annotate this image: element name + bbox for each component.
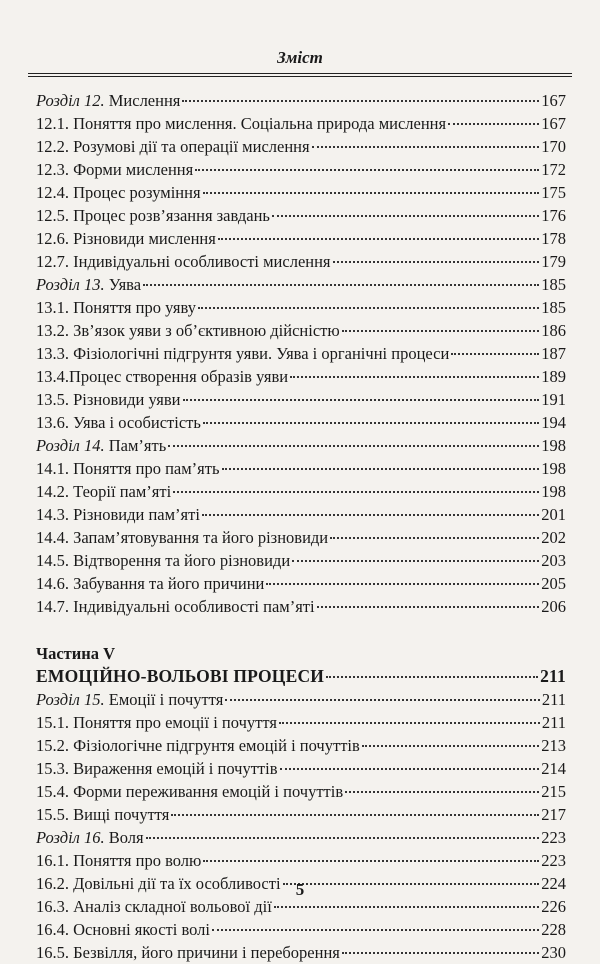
toc-entry-text: Безвілля, його причини і переборення	[69, 943, 340, 962]
part-label: Частина V	[36, 644, 116, 663]
toc-page-number: 185	[541, 298, 566, 317]
toc-section-row[interactable]	[36, 826, 566, 849]
leader-dots	[451, 353, 539, 355]
toc-entry-title	[36, 803, 169, 826]
part-page: 211	[540, 666, 566, 686]
toc-entry-number: 14.5.	[36, 551, 69, 570]
leader-dots	[203, 860, 539, 862]
toc-entry-number: Розділ 13.	[36, 275, 105, 294]
toc-section-row[interactable]	[36, 434, 566, 457]
toc-page-number: 205	[541, 574, 566, 593]
toc-entry-title	[36, 526, 328, 549]
toc-entry-number: 12.1.	[36, 114, 69, 133]
toc-item-row[interactable]	[36, 803, 566, 826]
toc-entry-number: 12.7.	[36, 252, 69, 271]
leader-dots	[280, 768, 540, 770]
toc-item-row[interactable]	[36, 757, 566, 780]
toc-entry-number: 12.6.	[36, 229, 69, 248]
toc-item-row[interactable]	[36, 296, 566, 319]
toc-entry-text: Форми мислення	[69, 160, 194, 179]
toc-entry-number: 12.5.	[36, 206, 69, 225]
toc-page-number: 175	[541, 183, 566, 202]
toc-item-row[interactable]	[36, 365, 566, 388]
toc-item-row[interactable]	[36, 319, 566, 342]
leader-dots	[222, 468, 540, 470]
toc-entry-title	[36, 89, 180, 112]
running-header: Зміст	[277, 48, 323, 67]
toc-page-number: 206	[541, 597, 566, 616]
toc-item-row[interactable]	[36, 158, 566, 181]
toc-entry-text: Поняття про уяву	[69, 298, 196, 317]
toc-page-number: 211	[541, 713, 566, 732]
toc-entry-number: 15.5.	[36, 805, 69, 824]
toc-page-number: 191	[541, 390, 566, 409]
toc-entry-text: Довільні дії та їх особливості	[69, 874, 281, 893]
leader-dots	[183, 399, 540, 401]
toc-entry-title	[36, 941, 340, 964]
toc-item-row[interactable]	[36, 941, 566, 964]
toc-entry-text: Фізіологічні підгрунтя уяви. Уява і органічні процеси	[69, 344, 450, 363]
toc-entry-text: Забування та його причини	[69, 574, 265, 593]
toc-entry-text: Індивідуальні особливості мислення	[69, 252, 331, 271]
leader-dots	[312, 146, 540, 148]
toc-entry-text: Індивідуальні особливості пам’яті	[69, 597, 315, 616]
toc-entry-text: Пам’ять	[104, 436, 167, 455]
toc-item-row[interactable]	[36, 181, 566, 204]
toc-entry-number: 15.2.	[36, 736, 69, 755]
page-number: 5	[295, 880, 305, 899]
toc-entry-text: Основні якості волі	[69, 920, 210, 939]
part-title: ЕМОЦІЙНО-ВОЛЬОВІ ПРОЦЕСИ	[36, 666, 325, 686]
toc-page-number: 194	[541, 413, 566, 432]
toc-page-number: 226	[541, 897, 566, 916]
toc-page-number: 170	[541, 137, 566, 156]
toc-page-number: 213	[541, 736, 566, 755]
toc-page-number: 211	[541, 690, 566, 709]
toc-entry-text: Емоції і почуття	[104, 690, 224, 709]
toc-entry-title	[36, 112, 446, 135]
toc-page-number: 228	[541, 920, 566, 939]
toc-item-row[interactable]	[36, 734, 566, 757]
header-rule	[28, 73, 572, 77]
leader-dots	[146, 837, 540, 839]
toc-page-number: 167	[541, 114, 566, 133]
toc-entry-text: Відтворення та його різновиди	[69, 551, 291, 570]
toc-entry-number: 15.1.	[36, 713, 69, 732]
toc-entry-title	[36, 365, 288, 388]
toc-page-number: 217	[541, 805, 566, 824]
toc-item-row[interactable]	[36, 342, 566, 365]
toc-entry-title	[36, 411, 201, 434]
toc-entry-number: 14.2.	[36, 482, 69, 501]
toc-entry-title	[36, 688, 223, 711]
toc-section-row[interactable]	[36, 273, 566, 296]
toc-entry-title	[36, 135, 310, 158]
toc-entry-number: 12.3.	[36, 160, 69, 179]
toc-entry-title	[36, 595, 315, 618]
toc-entry-title	[36, 296, 196, 319]
toc-page-number: 224	[541, 874, 566, 893]
toc-page-number: 176	[541, 206, 566, 225]
toc-entry-number: Розділ 15.	[36, 690, 105, 709]
toc-entry-title	[36, 273, 141, 296]
toc-entry-number: 16.3.	[36, 897, 69, 916]
toc-item-row[interactable]	[36, 457, 566, 480]
toc-entry-text: Воля	[104, 828, 144, 847]
toc-page-number: 172	[541, 160, 566, 179]
leader-dots	[272, 215, 539, 217]
toc-item-row[interactable]	[36, 503, 566, 526]
toc-page-number: 223	[541, 828, 566, 847]
toc-entry-text: Мислення	[104, 91, 181, 110]
toc-entry-number: 16.5.	[36, 943, 69, 962]
toc-entry-number: 13.3.	[36, 344, 69, 363]
toc-entry-number: 15.3.	[36, 759, 69, 778]
leader-dots	[279, 722, 540, 724]
toc-entry-number: 13.1.	[36, 298, 69, 317]
leader-dots	[218, 238, 539, 240]
leader-dots	[330, 537, 539, 539]
toc-item-row[interactable]	[36, 711, 566, 734]
toc-entry-text: Фізіологічне підгрунтя емоцій і почуттів	[69, 736, 360, 755]
toc-entry-text: Різновиди мислення	[69, 229, 216, 248]
toc-entry-text: Теорії пам’яті	[69, 482, 172, 501]
leader-dots	[333, 261, 540, 263]
leader-dots	[326, 676, 538, 678]
part-title-row[interactable]	[36, 665, 566, 688]
toc-item-row[interactable]	[36, 480, 566, 503]
toc-entry-title	[36, 227, 216, 250]
toc-item-row[interactable]	[36, 112, 566, 135]
leader-dots	[317, 606, 540, 608]
toc-entry-text: Форми переживання емоцій і почуттів	[69, 782, 344, 801]
toc-entry-number: 16.4.	[36, 920, 69, 939]
toc-entry-title	[36, 918, 210, 941]
part-gap	[36, 618, 566, 642]
leader-dots	[198, 307, 539, 309]
toc-entry-text: Поняття про пам’ять	[69, 459, 220, 478]
toc-entry-title	[36, 181, 201, 204]
toc-page-number: 189	[541, 367, 566, 386]
leader-dots	[266, 583, 539, 585]
toc-entry-title	[36, 780, 343, 803]
leader-dots	[290, 376, 539, 378]
toc-page-number: 230	[541, 943, 566, 962]
toc-page-number: 215	[541, 782, 566, 801]
leader-dots	[195, 169, 539, 171]
leader-dots	[203, 192, 540, 194]
leader-dots	[203, 422, 539, 424]
toc-entry-title	[36, 734, 360, 757]
toc-page-number: 187	[541, 344, 566, 363]
toc-entry-number: Розділ 12.	[36, 91, 105, 110]
toc-entry-text: Процес розв’язання завдань	[69, 206, 270, 225]
toc-entry-number: 14.7.	[36, 597, 69, 616]
toc-entry-number: 14.4.	[36, 528, 69, 547]
toc-entry-number: 14.1.	[36, 459, 69, 478]
leader-dots	[168, 445, 539, 447]
toc-entry-title	[36, 849, 201, 872]
toc-entry-title	[36, 204, 270, 227]
toc-item-row[interactable]	[36, 411, 566, 434]
toc-entry-title	[36, 319, 340, 342]
leader-dots	[171, 814, 539, 816]
toc-page-number: 178	[541, 229, 566, 248]
toc-page-number: 202	[541, 528, 566, 547]
toc-item-row[interactable]	[36, 135, 566, 158]
toc-entry-title	[36, 826, 144, 849]
toc-block-2	[36, 688, 566, 964]
toc-entry-number: Розділ 16.	[36, 828, 105, 847]
leader-dots	[173, 491, 539, 493]
toc-section-row[interactable]	[36, 89, 566, 112]
toc-entry-text: Вираження емоцій і почуттів	[69, 759, 278, 778]
toc-item-row[interactable]	[36, 250, 566, 273]
toc-entry-text: Поняття про волю	[69, 851, 202, 870]
toc-entry-text: Вищі почуття	[69, 805, 170, 824]
leader-dots	[225, 699, 540, 701]
toc-page-number: 198	[541, 482, 566, 501]
toc-entry-title	[36, 480, 171, 503]
toc-entry-number: 12.2.	[36, 137, 69, 156]
toc-entry-number: Розділ 14.	[36, 436, 105, 455]
toc-entry-number: 16.2.	[36, 874, 69, 893]
toc-page-number: 214	[541, 759, 566, 778]
leader-dots	[274, 906, 539, 908]
toc-entry-title	[36, 388, 181, 411]
leader-dots	[202, 514, 539, 516]
toc-item-row[interactable]	[36, 849, 566, 872]
leader-dots	[182, 100, 539, 102]
toc-entry-text: Різновиди уяви	[69, 390, 181, 409]
toc-page-number: 198	[541, 459, 566, 478]
leader-dots	[292, 560, 539, 562]
toc-entry-title	[36, 711, 277, 734]
toc-entry-text: Аналіз складної вольової дії	[69, 897, 272, 916]
toc-page-number: 203	[541, 551, 566, 570]
toc-entry-text: Зв’язок уяви з об’єктивною дійсністю	[69, 321, 340, 340]
toc-page-number: 201	[541, 505, 566, 524]
toc-entry-number: 13.2.	[36, 321, 69, 340]
leader-dots	[362, 745, 539, 747]
toc-item-row[interactable]	[36, 388, 566, 411]
toc-entry-title	[36, 757, 278, 780]
toc-entry-number: 14.3.	[36, 505, 69, 524]
leader-dots	[345, 791, 539, 793]
toc-item-row[interactable]	[36, 918, 566, 941]
toc-entry-title	[36, 434, 166, 457]
toc-entry-text: Поняття про мислення. Соціальна природа мислення	[69, 114, 447, 133]
toc-entry-number: 14.6.	[36, 574, 69, 593]
toc-page-number: 179	[541, 252, 566, 271]
toc-item-row[interactable]	[36, 526, 566, 549]
toc-entry-title	[36, 549, 290, 572]
toc-item-row[interactable]	[36, 549, 566, 572]
toc-entry-text: Процес розуміння	[69, 183, 201, 202]
toc-entry-number: 15.4.	[36, 782, 69, 801]
leader-dots	[143, 284, 539, 286]
toc-entry-title	[36, 503, 200, 526]
toc-entry-title	[36, 572, 264, 595]
toc-entry-title	[36, 457, 220, 480]
toc-entry-number: 16.1.	[36, 851, 69, 870]
toc-block-1	[36, 89, 566, 618]
toc-entry-text: Поняття про емоції і почуття	[69, 713, 277, 732]
toc-entry-text: Запам’ятовування та його різновиди	[69, 528, 329, 547]
toc-entry-title	[36, 342, 449, 365]
toc-entry-number: 13.5.	[36, 390, 69, 409]
toc-item-row[interactable]	[36, 572, 566, 595]
toc-entry-text: Процес створення образів уяви	[69, 367, 289, 386]
toc-item-row[interactable]	[36, 204, 566, 227]
leader-dots	[212, 929, 539, 931]
toc-page-number: 186	[541, 321, 566, 340]
toc-entry-text: Розумові дії та операції мислення	[69, 137, 310, 156]
toc-entry-number: 13.6.	[36, 413, 69, 432]
leader-dots	[448, 123, 539, 125]
toc-item-row[interactable]	[36, 595, 566, 618]
toc-entry-text: Різновиди пам’яті	[69, 505, 200, 524]
toc-entry-title	[36, 250, 331, 273]
toc-page-number: 198	[541, 436, 566, 455]
toc-entry-number: 13.4.	[36, 367, 69, 386]
toc-section-row[interactable]	[36, 688, 566, 711]
table-of-contents	[36, 89, 566, 964]
toc-page-number: 167	[541, 91, 566, 110]
toc-item-row[interactable]	[36, 227, 566, 250]
toc-item-row[interactable]	[36, 780, 566, 803]
toc-entry-title	[36, 158, 193, 181]
toc-entry-text: Уява і особистість	[69, 413, 201, 432]
toc-entry-number: 12.4.	[36, 183, 69, 202]
toc-entry-text: Уява	[104, 275, 142, 294]
leader-dots	[342, 330, 540, 332]
leader-dots	[342, 952, 539, 954]
toc-page-number: 223	[541, 851, 566, 870]
toc-page-number: 185	[541, 275, 566, 294]
